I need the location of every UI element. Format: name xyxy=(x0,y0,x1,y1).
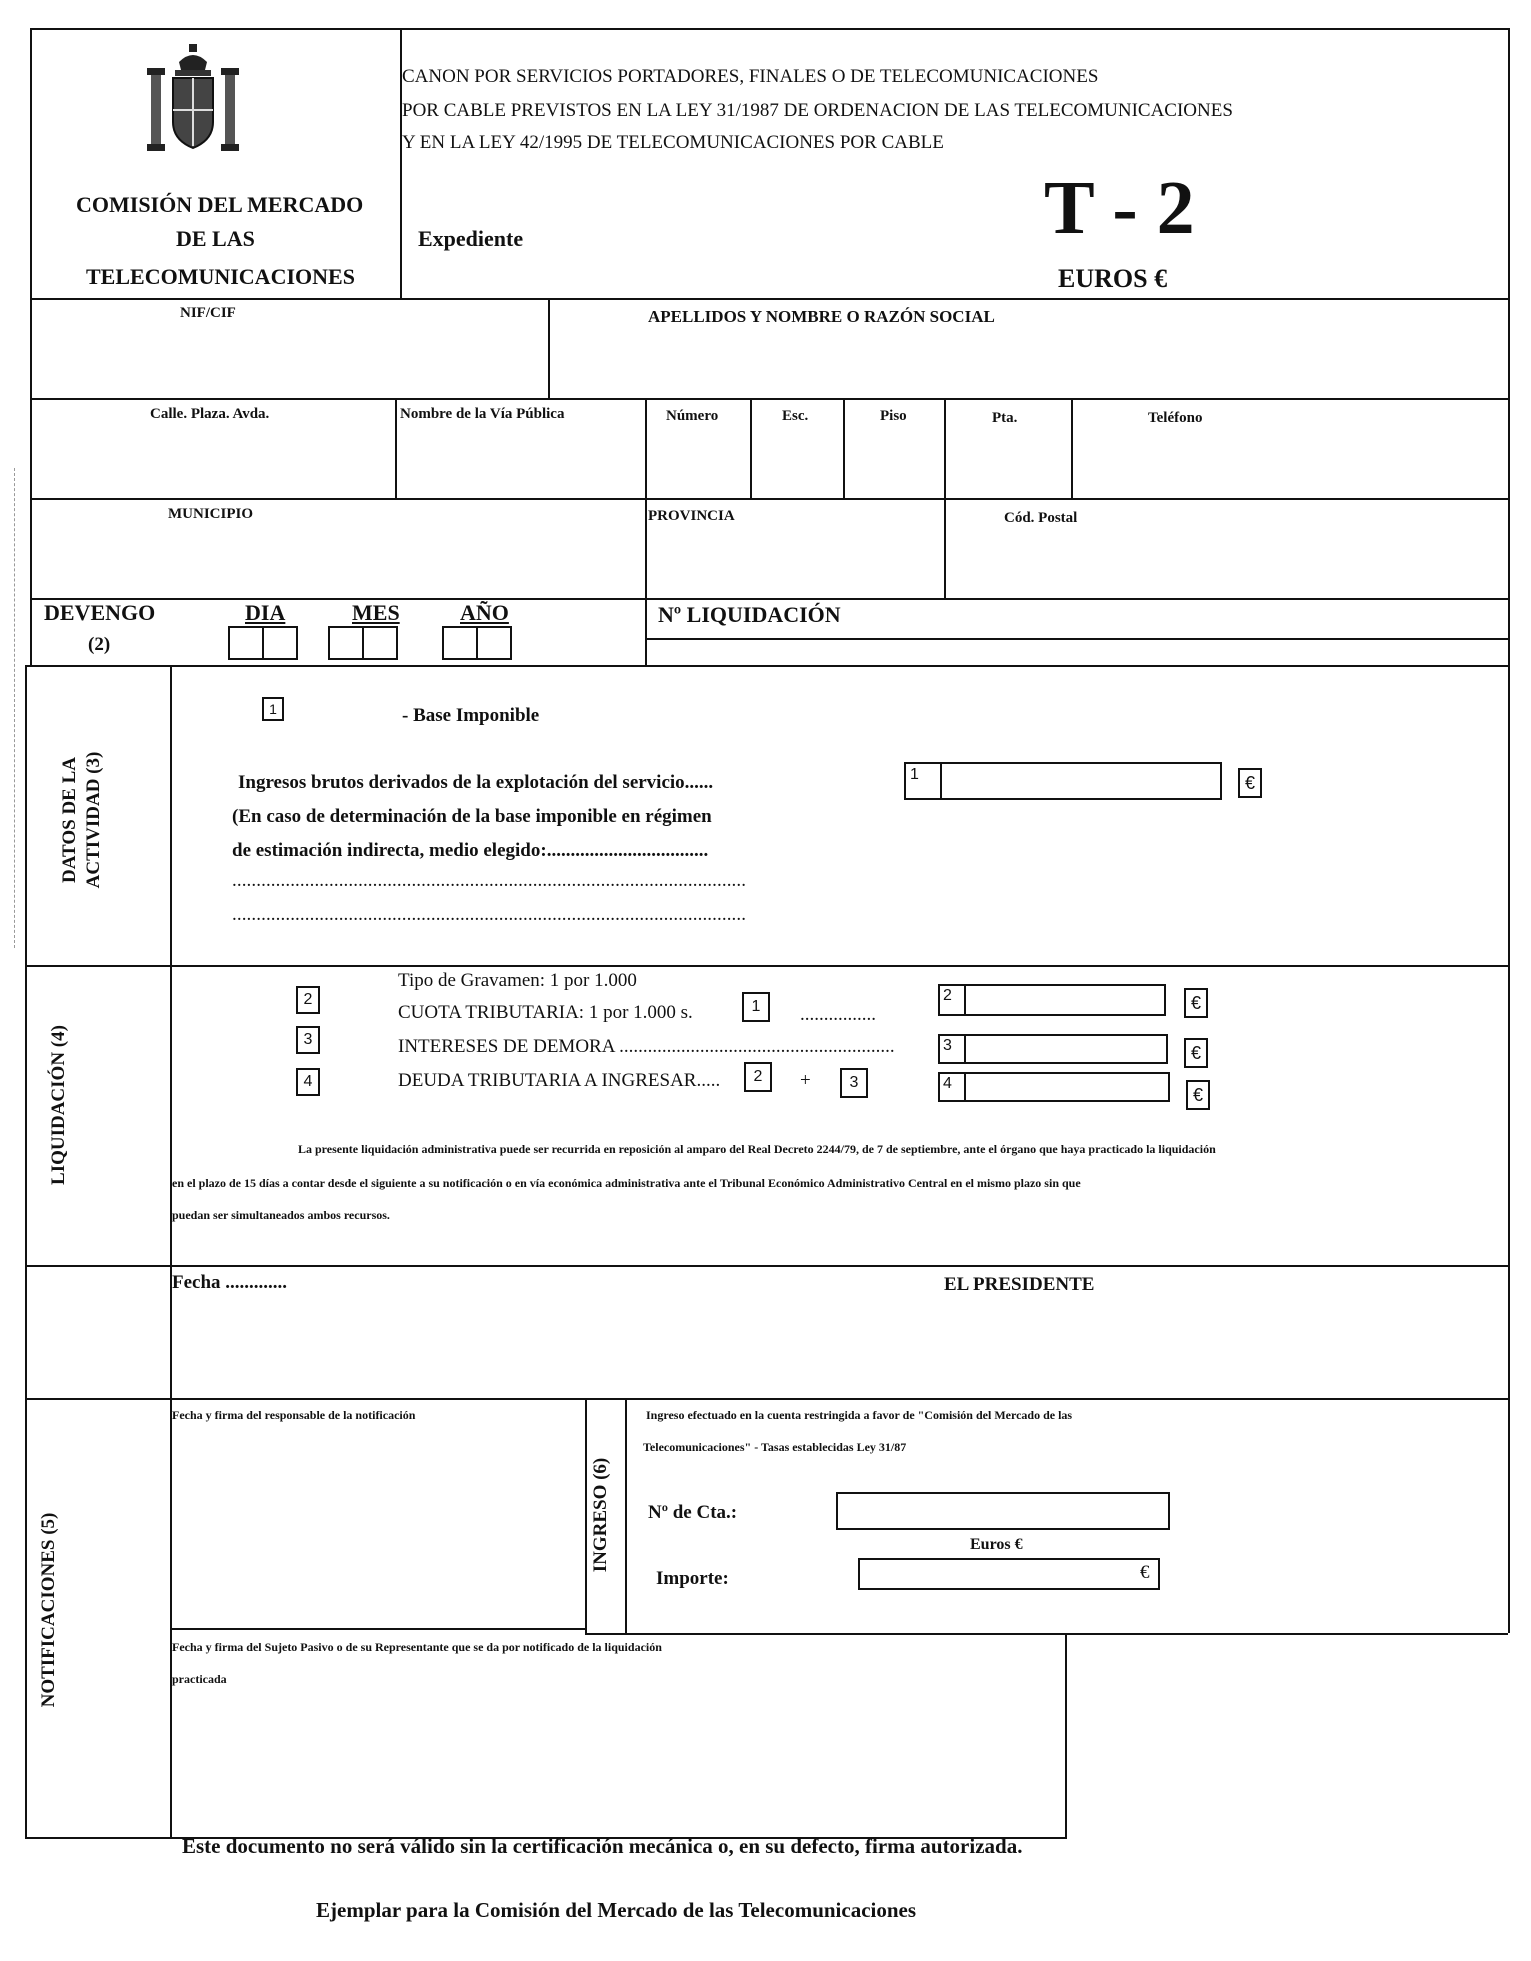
activity-side-label-1: DATOS DE LA xyxy=(59,757,80,883)
interest-amount-num: 3 xyxy=(938,1034,966,1064)
activity-line2: (En caso de determinación de la base imponible en régimen xyxy=(232,806,712,827)
postal-code-label: Cód. Postal xyxy=(1004,510,1078,526)
activity-line3: de estimación indirecta, medio elegido:.................................. xyxy=(232,840,709,861)
coat-of-arms-icon xyxy=(145,40,241,160)
margin-ticks xyxy=(14,468,16,948)
street-name-label: Nombre de la Vía Pública xyxy=(400,406,565,422)
interest-amount-input[interactable] xyxy=(964,1034,1168,1064)
form-code: T - 2 xyxy=(1044,166,1195,250)
province-label: PROVINCIA xyxy=(648,508,735,524)
base-box-num: 1 xyxy=(262,697,284,721)
stair-input[interactable] xyxy=(752,428,841,496)
year-digit-1[interactable] xyxy=(442,626,478,660)
quota-euro-icon: € xyxy=(1184,988,1208,1018)
base-title: - Base Imponible xyxy=(402,705,540,726)
phone-input[interactable] xyxy=(1073,428,1506,496)
taxpayer-signature-line2: practicada xyxy=(172,1672,227,1686)
payment-side-label: INGRESO (6) xyxy=(590,1457,611,1573)
floor-input[interactable] xyxy=(845,428,942,496)
legal-line1: La presente liquidación administrativa puede ser recurrida en reposición al amparo del Real Decreto 2244/79, de 7 de septiembre, ante el órgano que haya practicado la liquidación xyxy=(298,1142,1216,1156)
base-amount-input[interactable] xyxy=(940,762,1222,800)
org-name-line2: DE LAS xyxy=(176,226,255,251)
amount-input[interactable] xyxy=(858,1558,1160,1590)
legal-line2: en el plazo de 15 días a contar desde el siguiente a su notificación o en vía económica administrativa ante el Tribunal Económico Administrativo Central en el mismo plazo sin que xyxy=(172,1176,1081,1190)
number-label: Número xyxy=(666,408,719,424)
payment-text-line1: Ingreso efectuado en la cuenta restringida a favor de "Comisión del Mercado de las xyxy=(646,1408,1073,1422)
phone-label: Teléfono xyxy=(1148,410,1203,426)
municipality-label: MUNICIPIO xyxy=(168,506,253,522)
month-digit-1[interactable] xyxy=(328,626,364,660)
form-title-line2: POR CABLE PREVISTOS EN LA LEY 31/1987 DE ORDENACION DE LAS TELECOMUNICACIONES xyxy=(402,100,1233,121)
name-input[interactable] xyxy=(550,330,1506,396)
amount-label: Importe: xyxy=(656,1568,729,1589)
activity-dots1: .......................................................................................................... xyxy=(232,870,747,891)
responsible-signature-label: Fecha y firma del responsable de la notificación xyxy=(172,1408,416,1422)
settlement-number-label: Nº LIQUIDACIÓN xyxy=(658,602,841,627)
day-digit-2[interactable] xyxy=(262,626,298,660)
day-label: DIA xyxy=(245,600,286,625)
debt-amount-input[interactable] xyxy=(964,1072,1170,1102)
payment-text-line2: Telecomunicaciones" - Tasas establecidas Ley 31/87 xyxy=(643,1440,907,1454)
interest-text: INTERESES DE DEMORA .......................................................... xyxy=(398,1036,895,1057)
legal-line3: puedan ser simultaneados ambos recursos. xyxy=(172,1208,390,1222)
quota-ref-box: 1 xyxy=(742,992,770,1022)
nif-input[interactable] xyxy=(32,330,546,396)
signature-date: Fecha ............. xyxy=(172,1272,288,1293)
month-digit-2[interactable] xyxy=(362,626,398,660)
debt-ref-b: 3 xyxy=(840,1068,868,1098)
municipality-input[interactable] xyxy=(32,530,643,596)
president-label: EL PRESIDENTE xyxy=(944,1274,1095,1295)
door-label: Pta. xyxy=(992,410,1018,426)
amount-euro-icon: € xyxy=(1140,1562,1150,1583)
year-label: AÑO xyxy=(460,600,509,625)
base-amount-num: 1 xyxy=(904,762,942,800)
province-input[interactable] xyxy=(647,530,942,596)
quota-text: CUOTA TRIBUTARIA: 1 por 1.000 s. xyxy=(398,1002,693,1023)
activity-line1: Ingresos brutos derivados de la explotación del servicio...... xyxy=(238,772,714,793)
stair-label: Esc. xyxy=(782,408,809,424)
form-title-line1: CANON POR SERVICIOS PORTADORES, FINALES O DE TELECOMUNICACIONES xyxy=(402,66,1099,87)
quota-dots: ................ xyxy=(800,1004,876,1025)
settlement-number-input[interactable] xyxy=(647,640,1506,664)
interest-euro-icon: € xyxy=(1184,1038,1208,1068)
form-title-line3: Y EN LA LEY 42/1995 DE TELECOMUNICACIONES POR CABLE xyxy=(402,132,944,153)
notifications-side-label: NOTIFICACIONES (5) xyxy=(38,1512,59,1708)
month-label: MES xyxy=(352,600,400,625)
quota-amount-num: 2 xyxy=(938,984,966,1016)
currency-label: EUROS € xyxy=(1058,264,1168,293)
payment-euros-label: Euros € xyxy=(970,1536,1023,1553)
year-digit-2[interactable] xyxy=(476,626,512,660)
expediente-label: Expediente xyxy=(418,226,524,251)
street-type-label: Calle. Plaza. Avda. xyxy=(150,406,270,422)
copy-note: Ejemplar para la Comisión del Mercado de las Telecomunicaciones xyxy=(316,1898,917,1922)
accrual-label: DEVENGO xyxy=(44,600,156,625)
taxpayer-signature-line1: Fecha y firma del Sujeto Pasivo o de su Representante que se da por notificado de la liquidación xyxy=(172,1640,662,1654)
street-name-input[interactable] xyxy=(397,428,643,496)
org-name-line1: COMISIÓN DEL MERCADO xyxy=(76,192,364,217)
interest-num: 3 xyxy=(296,1026,320,1054)
nif-label: NIF/CIF xyxy=(180,305,236,321)
number-input[interactable] xyxy=(647,428,748,496)
org-name-line3: TELECOMUNICACIONES xyxy=(86,264,355,289)
debt-amount-num: 4 xyxy=(938,1072,966,1102)
base-euro-icon: € xyxy=(1238,768,1262,798)
activity-side-label xyxy=(58,725,108,915)
validity-note: Este documento no será válido sin la certificación mecánica o, en su defecto, firma autorizada. xyxy=(182,1834,1023,1858)
debt-num: 4 xyxy=(296,1068,320,1096)
activity-dots2: .......................................................................................................... xyxy=(232,904,747,925)
door-input[interactable] xyxy=(946,428,1069,496)
accrual-note: (2) xyxy=(88,634,111,655)
debt-ref-a: 2 xyxy=(744,1062,772,1092)
plus-sign: + xyxy=(800,1070,811,1091)
debt-text: DEUDA TRIBUTARIA A INGRESAR..... xyxy=(398,1070,721,1091)
rate-text: Tipo de Gravamen: 1 por 1.000 xyxy=(398,970,637,991)
activity-side-label-2: ACTIVIDAD (3) xyxy=(83,751,104,889)
quota-amount-input[interactable] xyxy=(964,984,1166,1016)
debt-euro-icon: € xyxy=(1186,1080,1210,1110)
account-input[interactable] xyxy=(836,1492,1170,1530)
settlement-side-label: LIQUIDACIÓN (4) xyxy=(48,1025,69,1185)
postal-code-input[interactable] xyxy=(946,530,1506,596)
name-label: APELLIDOS Y NOMBRE O RAZÓN SOCIAL xyxy=(648,307,995,326)
street-type-input[interactable] xyxy=(32,428,393,496)
account-label: Nº de Cta.: xyxy=(648,1502,738,1523)
floor-label: Piso xyxy=(880,408,907,424)
day-digit-1[interactable] xyxy=(228,626,264,660)
quota-num: 2 xyxy=(296,986,320,1014)
